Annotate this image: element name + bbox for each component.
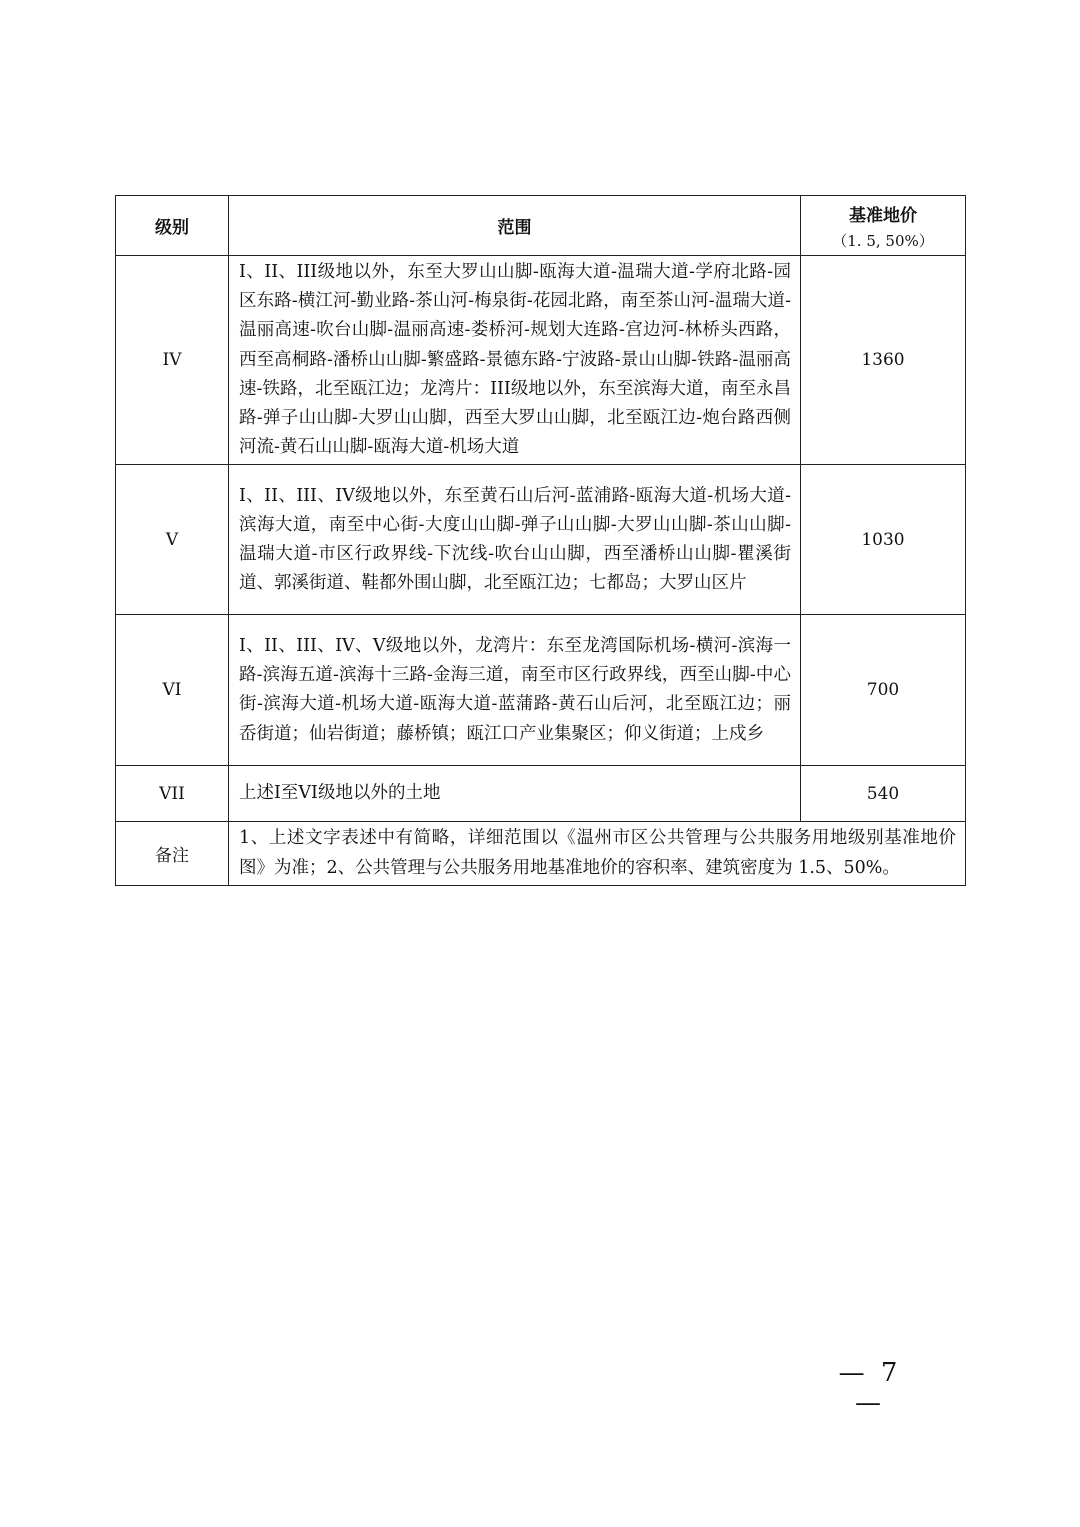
level-cell: VII xyxy=(116,766,229,822)
header-price-title: 基准地价 xyxy=(849,205,917,226)
note-label: 备注 xyxy=(116,822,229,885)
header-range: 范围 xyxy=(229,196,801,256)
range-cell: I、II、III、IV、V级地以外，龙湾片：东至龙湾国际机场-横河-滨海一路-滨海五道-滨海十三路-金海三道，南至市区行政界线，西至山脚-中心街-滨海大道-机场大道-瓯海大道-蓝蒲路-黄石山后河，北至瓯江边；丽岙街道；仙岩街道；藤桥镇；瓯江口产业集聚区；仰义街道；上戍乡 xyxy=(229,615,801,766)
price-cell: 1360 xyxy=(801,256,966,465)
table-row xyxy=(116,465,966,615)
range-cell: I、II、III、IV级地以外，东至黄石山后河-蓝浦路-瓯海大道-机场大道-滨海大道，南至中心街-大度山山脚-弹子山山脚-大罗山山脚-茶山山脚-温瑞大道-市区行政界线-下沈线-吹台山山脚，西至潘桥山山脚-瞿溪街道、郭溪街道、鞋都外围山脚，北至瓯江边；七都岛；大罗山区片 xyxy=(229,465,801,615)
table-header-row xyxy=(116,196,966,256)
header-price xyxy=(801,196,966,256)
page-number: — 7 — xyxy=(838,1358,902,1418)
note-text: 1、上述文字表述中有简略，详细范围以《温州市区公共管理与公共服务用地级别基准地价图》为准；2、公共管理与公共服务用地基准地价的容积率、建筑密度为 1.5、50%。 xyxy=(229,822,966,885)
table-row xyxy=(116,766,966,822)
level-cell: V xyxy=(116,465,229,615)
level-cell: VI xyxy=(116,615,229,766)
range-cell: I、II、III级地以外，东至大罗山山脚-瓯海大道-温瑞大道-学府北路-园区东路-横江河-勤业路-茶山河-梅泉街-花园北路，南至茶山河-温瑞大道-温丽高速-吹台山脚-温丽高速-娄桥河-规划大连路-宫边河-林桥头西路，西至高桐路-潘桥山山脚-繁盛路-景德东路-宁波路-景山山脚-铁路-温丽高速-铁路，北至瓯江边；龙湾片：III级地以外，东至滨海大道，南至永昌路-弹子山山脚-大罗山山脚，西至大罗山山脚，北至瓯江边-炮台路西侧河流-黄石山山脚-瓯海大道-机场大道 xyxy=(229,256,801,465)
land-price-table xyxy=(115,195,966,886)
level-cell: IV xyxy=(116,256,229,465)
table-row xyxy=(116,615,966,766)
note-row xyxy=(116,822,966,885)
price-cell: 1030 xyxy=(801,465,966,615)
header-price-subtitle: （1. 5, 50%） xyxy=(832,231,934,250)
price-cell: 540 xyxy=(801,766,966,822)
header-level: 级别 xyxy=(116,196,229,256)
table-row xyxy=(116,256,966,465)
range-cell: 上述I至VI级地以外的土地 xyxy=(229,766,801,822)
price-cell: 700 xyxy=(801,615,966,766)
